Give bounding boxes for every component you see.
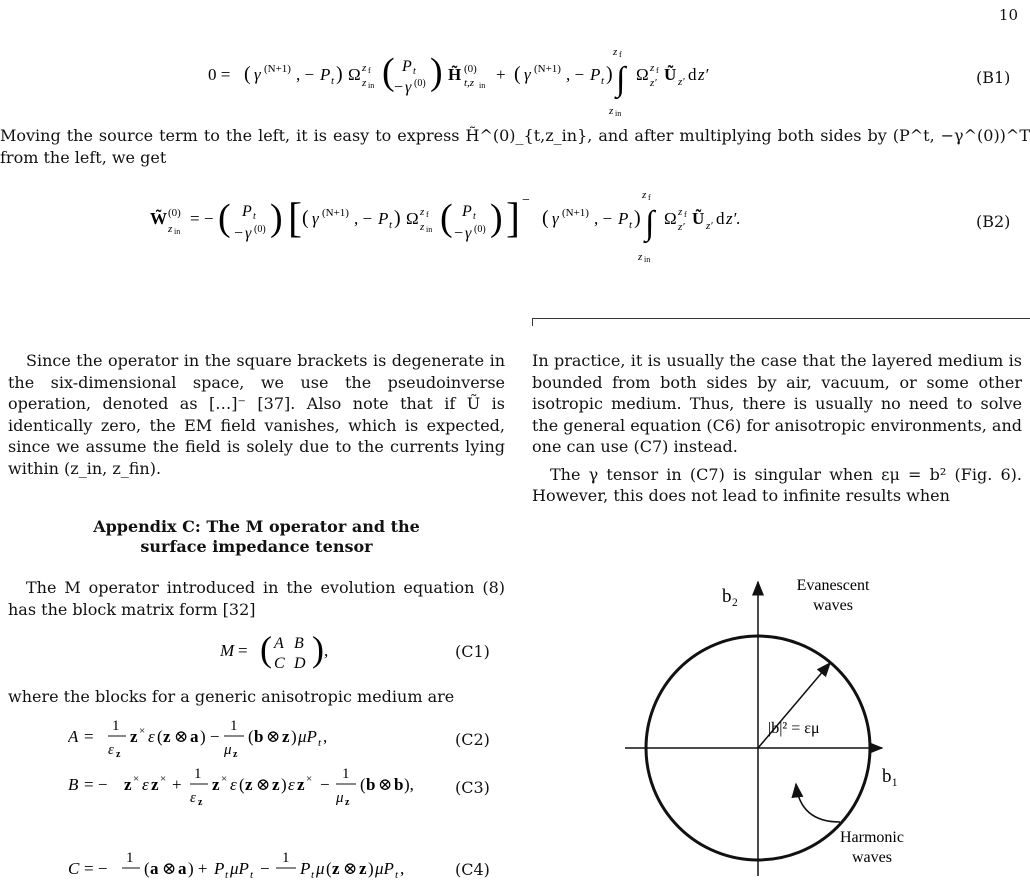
- svg-text:−: −: [454, 225, 464, 242]
- svg-text:z′: z′: [706, 220, 713, 232]
- svg-text:μ: μ: [316, 859, 325, 878]
- svg-text:×: ×: [139, 725, 146, 737]
- svg-text:(N+1): (N+1): [264, 63, 291, 75]
- svg-text:, −: , −: [354, 209, 373, 228]
- svg-text:P: P: [378, 209, 389, 228]
- svg-text:(: (: [514, 63, 521, 85]
- svg-text:z: z: [124, 775, 132, 794]
- svg-text:(: (: [157, 727, 163, 746]
- equation-b1: [208, 40, 948, 120]
- svg-text:,: ,: [400, 859, 405, 878]
- equation-c2-render: [68, 712, 448, 764]
- svg-text:z′: z′: [678, 221, 685, 233]
- svg-text:z: z: [613, 46, 618, 58]
- svg-text:C: C: [274, 655, 285, 672]
- svg-text:): ): [634, 207, 641, 229]
- equation-tag-c4: (C4): [455, 860, 490, 879]
- column-divider-tick: [532, 318, 533, 326]
- svg-text:, −: , −: [594, 209, 613, 228]
- svg-text:ε: ε: [108, 742, 114, 758]
- svg-text:): ): [394, 207, 401, 229]
- svg-text:,: ,: [324, 641, 329, 660]
- svg-text:z′: z′: [678, 76, 685, 88]
- svg-text:a: a: [178, 859, 187, 878]
- svg-text:P: P: [300, 859, 311, 878]
- svg-text:z: z: [116, 749, 121, 760]
- svg-text:⊗: ⊗: [266, 727, 281, 746]
- svg-text:,: ,: [323, 727, 328, 746]
- svg-text:z: z: [420, 206, 425, 218]
- svg-text:): ): [281, 775, 287, 794]
- svg-text:+: +: [172, 775, 182, 794]
- svg-text:(0): (0): [474, 224, 486, 235]
- svg-text:(N+1): (N+1): [562, 207, 589, 219]
- equation-c1-render: [220, 628, 380, 678]
- svg-text:1: 1: [342, 766, 350, 782]
- svg-text:−: −: [320, 775, 330, 794]
- svg-text:(N+1): (N+1): [322, 207, 349, 219]
- svg-text:): ): [368, 859, 374, 878]
- paragraph-m-operator: The M operator introduced in the evolution equation (8) has the block matrix form [32]: [8, 578, 505, 619]
- svg-text:Ω: Ω: [664, 209, 677, 228]
- svg-text:M: M: [220, 641, 235, 660]
- svg-text:0 =: 0 =: [208, 65, 231, 84]
- paragraph-moving-source-text: Moving the source term to the left, it is easy to express H̃^(0)_{t,z_in}, and after multiplying both sides by (P^t, −γ^(0))^T from the left, we get: [0, 126, 1030, 167]
- svg-text:b: b: [366, 775, 376, 794]
- svg-text:1: 1: [194, 766, 202, 782]
- svg-text:z: z: [168, 223, 173, 235]
- svg-text:P: P: [214, 859, 225, 878]
- svg-text:ε: ε: [148, 727, 155, 746]
- svg-text:μP: μP: [298, 727, 317, 746]
- svg-text:z: z: [212, 775, 220, 794]
- svg-text:z: z: [650, 62, 655, 74]
- svg-text:]: ]: [506, 196, 520, 242]
- svg-text:) −: ) −: [200, 727, 220, 746]
- svg-text:ε: ε: [230, 775, 237, 794]
- figure-6: [600, 560, 1020, 880]
- svg-text:in: in: [615, 109, 622, 118]
- svg-text:): ): [490, 197, 503, 239]
- svg-text:B: B: [294, 635, 304, 652]
- svg-text:μ: μ: [224, 742, 232, 758]
- svg-text:B: B: [68, 775, 79, 794]
- svg-text:−: −: [394, 79, 404, 96]
- svg-text:z: z: [245, 775, 253, 794]
- svg-text:z: z: [642, 189, 647, 201]
- svg-text:z: z: [332, 859, 340, 878]
- svg-text:z: z: [151, 775, 159, 794]
- svg-text:t: t: [311, 869, 315, 881]
- svg-text:f: f: [656, 66, 659, 75]
- svg-text:⊗: ⊗: [378, 775, 393, 794]
- page-number: 10: [998, 6, 1018, 24]
- equation-b2: [150, 180, 910, 290]
- svg-text:f: f: [368, 66, 371, 75]
- svg-text:t: t: [395, 869, 399, 881]
- evanescent-label-line1: Evanescent: [796, 577, 870, 594]
- svg-text:z′.: z′.: [726, 209, 741, 228]
- svg-text:(: (: [248, 727, 254, 746]
- svg-text:) +: ) +: [188, 859, 208, 878]
- svg-text:H̃: H̃: [448, 65, 462, 84]
- svg-text:×: ×: [221, 773, 228, 785]
- svg-text:): ): [606, 63, 613, 85]
- svg-text:(: (: [542, 207, 549, 229]
- paragraph-pseudoinverse: Since the operator in the square brackets is degenerate in the six-dimensional space, we use the pseudoinverse operation, denoted as […]⁻ [37]. Also note that if Ũ is identically zero, the EM field vanishes, which is expected, since we assume the field is solely due to the currents lying within (z_in, z_fin).: [8, 351, 505, 478]
- svg-text:1: 1: [126, 850, 134, 866]
- svg-text:(: (: [144, 859, 150, 878]
- svg-text:): ): [291, 727, 297, 746]
- svg-text:(: (: [382, 51, 395, 93]
- svg-text:, −: , −: [566, 65, 585, 84]
- svg-text:μ: μ: [336, 790, 344, 806]
- svg-text:(0): (0): [254, 224, 266, 235]
- svg-text:z: z: [678, 206, 683, 218]
- svg-text:1: 1: [112, 718, 120, 734]
- harmonic-label-line2: waves: [852, 849, 892, 866]
- svg-text:D: D: [294, 655, 306, 672]
- svg-text:P: P: [242, 203, 252, 220]
- svg-text:(: (: [360, 775, 366, 794]
- svg-text:): ): [430, 51, 443, 93]
- svg-text:[: [: [288, 196, 302, 242]
- equation-c1: [220, 628, 380, 678]
- svg-text:γ: γ: [312, 209, 319, 228]
- svg-text:P: P: [618, 209, 629, 228]
- svg-text:∫: ∫: [645, 205, 655, 242]
- svg-text:t,z: t,z: [464, 77, 475, 89]
- svg-text:(: (: [218, 197, 231, 239]
- svg-text:−: −: [234, 225, 244, 242]
- equation-tag-c1: (C1): [455, 642, 490, 661]
- svg-text:μP: μP: [375, 859, 394, 878]
- svg-text:1: 1: [282, 850, 290, 866]
- svg-text:a: a: [150, 859, 159, 878]
- svg-text:⊗: ⊗: [162, 859, 177, 878]
- equation-b1-render: [208, 40, 948, 120]
- appendix-c-heading: Appendix C: The M operator and the surface impedance tensor: [93, 517, 420, 556]
- equation-c4-render: [68, 836, 508, 883]
- svg-text:γ: γ: [465, 225, 472, 242]
- svg-text:γ: γ: [405, 79, 412, 96]
- svg-text:(: (: [260, 629, 272, 669]
- svg-text:(: (: [244, 63, 251, 85]
- svg-text:Ω: Ω: [636, 65, 649, 84]
- evanescent-label-line2: waves: [813, 597, 853, 614]
- harmonic-pointer: [796, 784, 840, 822]
- svg-text:): ): [336, 63, 343, 85]
- paragraph-gamma-singular: The γ tensor in (C7) is singular when εμ = b² (Fig. 6). However, this does not lead to infinite results when: [532, 464, 1022, 505]
- svg-text:A: A: [68, 727, 79, 746]
- svg-text:in: in: [174, 227, 181, 236]
- svg-text:z: z: [130, 727, 138, 746]
- svg-text:t: t: [413, 66, 416, 77]
- svg-text:t: t: [225, 869, 229, 881]
- svg-text:(: (: [326, 859, 332, 878]
- paragraph-blocks: where the blocks for a generic anisotropic medium are: [8, 687, 455, 706]
- equation-tag-b2: (B2): [976, 212, 1011, 231]
- axis-label-b1: b₁: [882, 766, 899, 787]
- svg-text:z: z: [163, 727, 171, 746]
- svg-text:z: z: [345, 797, 350, 808]
- svg-text:=: =: [84, 727, 94, 746]
- svg-text:d: d: [688, 65, 697, 84]
- figure-6-diagram: [600, 560, 1020, 880]
- svg-text:): ): [270, 197, 283, 239]
- svg-text:ε: ε: [142, 775, 149, 794]
- svg-text:in: in: [479, 81, 486, 90]
- svg-text:γ: γ: [254, 65, 261, 84]
- svg-text:z: z: [297, 775, 305, 794]
- svg-text:z: z: [282, 727, 290, 746]
- svg-text:t: t: [473, 211, 476, 222]
- svg-text:P: P: [590, 65, 601, 84]
- equation-c4: [68, 836, 508, 883]
- column-divider: [532, 318, 1030, 319]
- svg-text:C: C: [68, 859, 80, 878]
- svg-text:P: P: [320, 65, 331, 84]
- svg-text:a: a: [190, 727, 199, 746]
- svg-text:b: b: [254, 727, 264, 746]
- svg-text:f: f: [426, 210, 429, 219]
- paragraph-moving-source: [0, 125, 1030, 168]
- svg-text:Ũ: Ũ: [664, 65, 677, 84]
- axis-label-b2: b₂: [722, 586, 739, 607]
- svg-text:z: z: [362, 77, 367, 89]
- svg-text:b: b: [394, 775, 404, 794]
- svg-text:t: t: [601, 75, 605, 87]
- svg-text:(0): (0): [168, 207, 181, 219]
- svg-text:W̃: W̃: [150, 209, 167, 228]
- svg-text:t: t: [253, 211, 256, 222]
- svg-text:⊗: ⊗: [174, 727, 189, 746]
- svg-text:(: (: [239, 775, 245, 794]
- left-column: [8, 350, 505, 620]
- svg-text:P: P: [402, 58, 412, 75]
- svg-text:(N+1): (N+1): [534, 63, 561, 75]
- svg-text:−: −: [260, 859, 270, 878]
- svg-text:= −: = −: [190, 209, 214, 228]
- svg-text:t: t: [389, 219, 393, 231]
- svg-text:f: f: [619, 50, 622, 59]
- svg-text:1: 1: [230, 718, 238, 734]
- svg-text:),: ),: [404, 775, 414, 794]
- svg-text:d: d: [716, 209, 725, 228]
- equation-c3: [68, 760, 508, 812]
- svg-text:A: A: [274, 635, 284, 652]
- svg-text:in: in: [368, 81, 375, 90]
- svg-text:f: f: [648, 193, 651, 202]
- svg-text:γ: γ: [552, 209, 559, 228]
- svg-text:⊗: ⊗: [256, 775, 271, 794]
- svg-text:+: +: [496, 65, 506, 84]
- equation-c3-render: [68, 760, 508, 812]
- svg-text:z: z: [272, 775, 280, 794]
- svg-text:×: ×: [306, 773, 313, 785]
- svg-text:z: z: [638, 251, 643, 263]
- svg-text:z: z: [362, 62, 367, 74]
- svg-text:×: ×: [133, 773, 140, 785]
- equation-c2: [68, 712, 448, 764]
- svg-text:z′: z′: [650, 77, 657, 89]
- svg-text:=: =: [238, 641, 248, 660]
- radius-label: |b|² = εμ: [768, 720, 820, 737]
- svg-text:−: −: [522, 193, 530, 208]
- svg-text:Ω: Ω: [348, 65, 361, 84]
- svg-text:z: z: [198, 797, 203, 808]
- svg-text:μP: μP: [230, 859, 249, 878]
- equation-b2-render: [150, 180, 910, 290]
- svg-text:γ: γ: [245, 225, 252, 242]
- svg-text:= −: = −: [84, 859, 108, 878]
- svg-text:Ũ: Ũ: [692, 209, 705, 228]
- harmonic-label-line1: Harmonic: [840, 829, 904, 846]
- svg-text:): ): [312, 629, 324, 669]
- svg-text:(: (: [440, 197, 453, 239]
- svg-text:γ: γ: [524, 65, 531, 84]
- svg-text:(0): (0): [464, 63, 477, 75]
- svg-text:×: ×: [160, 773, 167, 785]
- svg-text:z: z: [233, 749, 238, 760]
- svg-text:(: (: [302, 207, 309, 229]
- equation-tag-c3: (C3): [455, 778, 490, 797]
- svg-text:in: in: [644, 255, 651, 264]
- svg-text:z′: z′: [698, 65, 709, 84]
- svg-text:z: z: [420, 221, 425, 233]
- svg-text:= −: = −: [84, 775, 108, 794]
- svg-text:t: t: [250, 869, 254, 881]
- svg-text:ε: ε: [190, 790, 196, 806]
- svg-text:z: z: [359, 859, 367, 878]
- svg-text:, −: , −: [296, 65, 315, 84]
- svg-text:f: f: [684, 210, 687, 219]
- svg-text:ε: ε: [288, 775, 295, 794]
- svg-text:(0): (0): [414, 78, 426, 89]
- svg-text:t: t: [331, 75, 335, 87]
- svg-text:in: in: [426, 225, 433, 234]
- svg-text:Ω: Ω: [406, 209, 419, 228]
- right-column: [532, 350, 1022, 507]
- svg-text:z: z: [609, 105, 614, 117]
- equation-tag-c2: (C2): [455, 730, 490, 749]
- svg-text:P: P: [462, 203, 472, 220]
- svg-text:⊗: ⊗: [343, 859, 358, 878]
- paragraph-layered-medium: In practice, it is usually the case that the layered medium is bounded from both sides by air, vacuum, or some other isotropic medium. Thus, there is usually no need to solve the general equation (C6) for anisotropic environments, and one can use (C7) instead.: [532, 351, 1022, 456]
- svg-text:t: t: [318, 737, 322, 749]
- svg-text:∫: ∫: [616, 61, 626, 98]
- equation-tag-b1: (B1): [976, 68, 1011, 87]
- svg-text:t: t: [629, 219, 633, 231]
